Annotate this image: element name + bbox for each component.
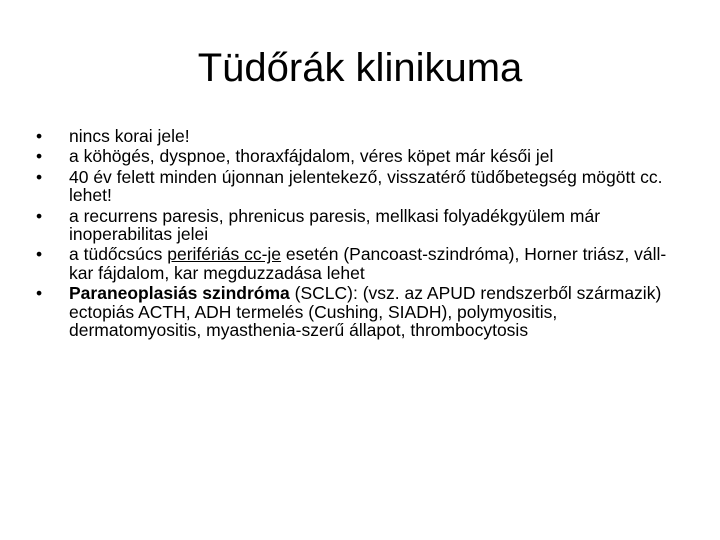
bullet-item-3 bbox=[36, 168, 676, 205]
bullet-mark: • bbox=[36, 283, 43, 304]
bullet-mark: • bbox=[36, 166, 43, 187]
bullet-list bbox=[36, 127, 676, 341]
bullet-mark: • bbox=[36, 126, 43, 146]
bullet-mark: • bbox=[36, 146, 43, 167]
bullet-text: a recurrens paresis, phrenicus paresis, mellkasi folyadékgyülem már inoperabilitas jelei bbox=[69, 205, 601, 245]
bold-text: Paraneoplasiás szindróma bbox=[69, 283, 290, 304]
bullet-text-after: (SCLC): (vsz. az APUD rendszerből származik) ectopiás ACTH, ADH termelés (Cushing, SIADH), polymyositis, dermatomyositis, myasthenia-szerű állapot, thrombocytosis bbox=[69, 283, 662, 341]
underlined-text: perifériás cc-je bbox=[167, 244, 282, 265]
bullet-text: a köhögés, dyspnoe, thoraxfájdalom, véres köpet már késői jel bbox=[69, 146, 554, 167]
bullet-text: nincs korai jele! bbox=[69, 126, 190, 146]
bullet-item-4 bbox=[36, 207, 676, 244]
bullet-item-6 bbox=[36, 284, 676, 339]
bullet-text-before: a tüdőcsúcs bbox=[69, 244, 168, 265]
bullet-text-after: esetén (Pancoast-szindróma), Horner triász, váll-kar fájdalom, kar megduzzadása lehet bbox=[69, 244, 667, 283]
bullet-item-1 bbox=[36, 127, 676, 145]
bullet-text: 40 év felett minden újonnan jelentekező, visszatérő tüdőbetegség mögött cc. lehet! bbox=[69, 166, 663, 206]
bullet-item-2 bbox=[36, 147, 676, 165]
slide-title: Tüdőrák klinikuma bbox=[197, 46, 523, 90]
bullet-item-5 bbox=[36, 245, 676, 282]
bullet-mark: • bbox=[36, 205, 43, 226]
bullet-mark: • bbox=[36, 244, 43, 265]
